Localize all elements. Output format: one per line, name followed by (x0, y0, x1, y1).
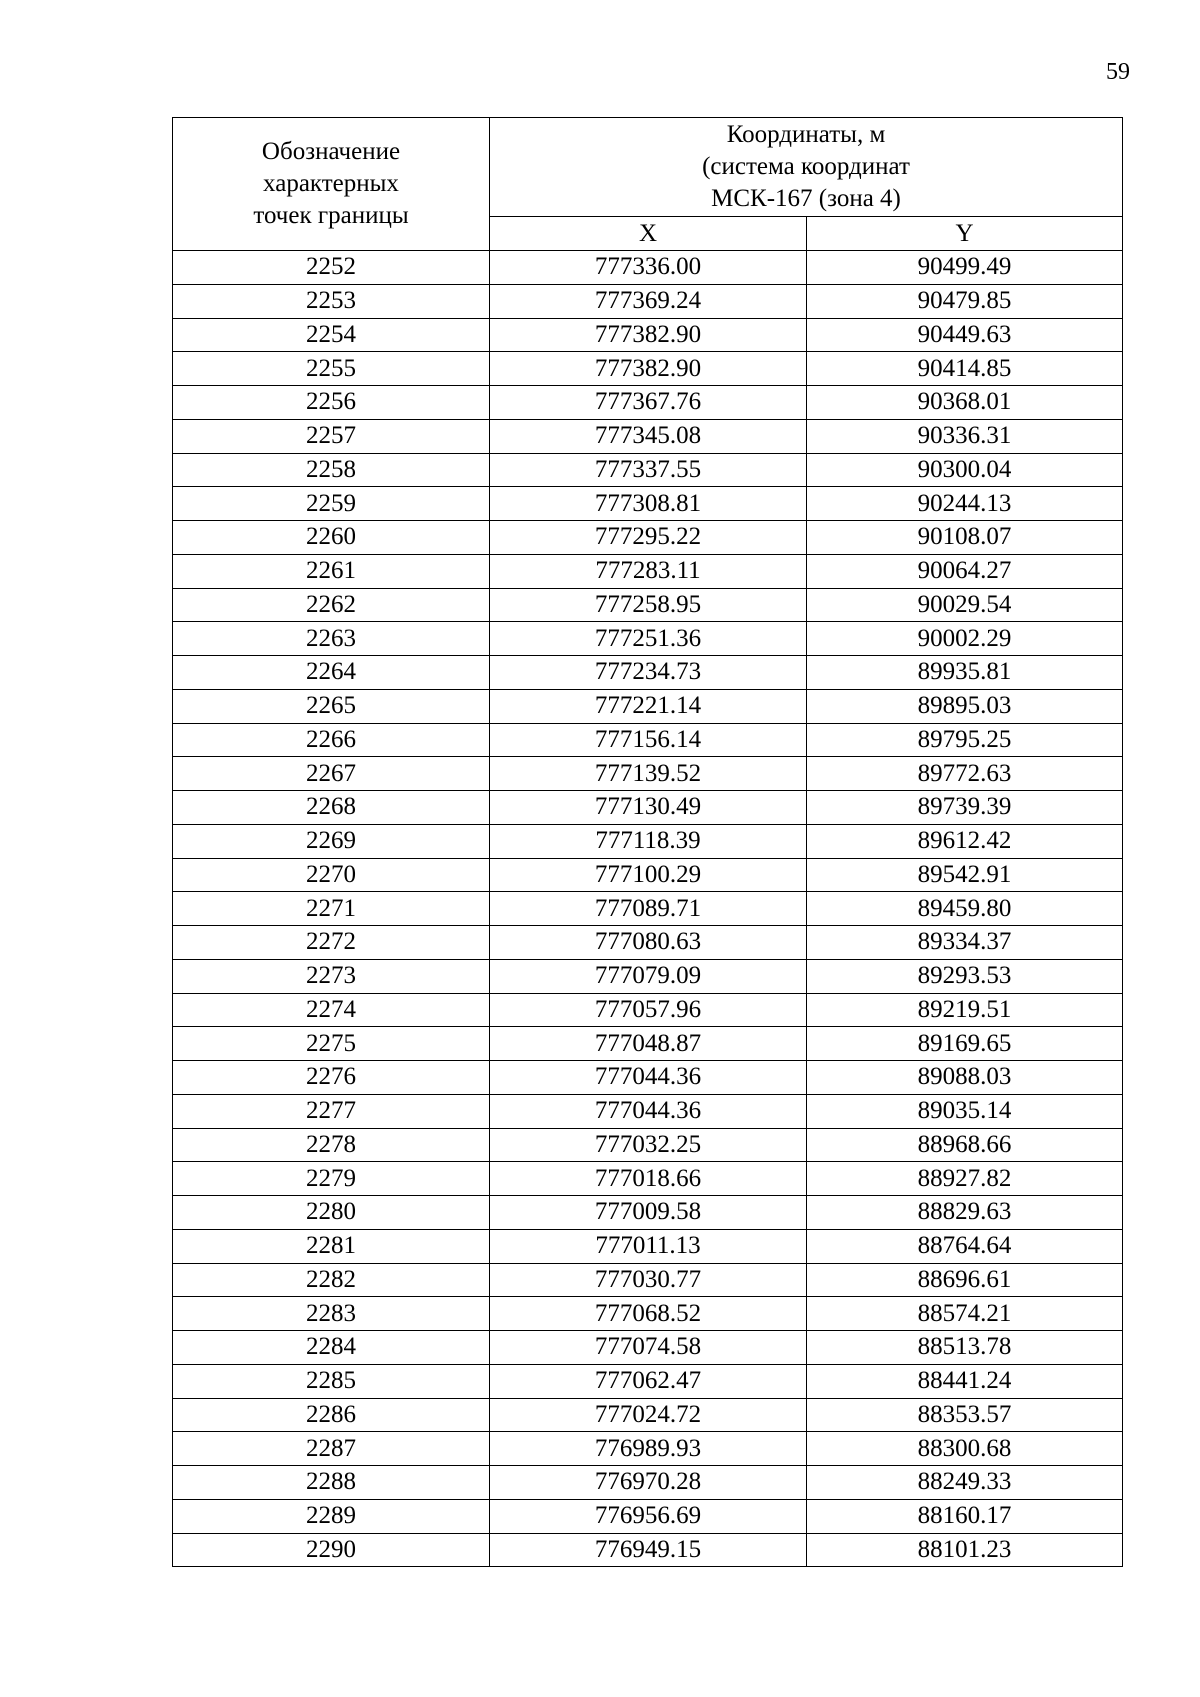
x-coordinate-cell: 777030.77 (490, 1263, 807, 1297)
y-coordinate-cell: 90108.07 (807, 521, 1123, 555)
table-row (173, 554, 1123, 588)
x-coordinate-cell: 777032.25 (490, 1128, 807, 1162)
point-id-cell: 2288 (173, 1466, 490, 1500)
x-coordinate-cell: 777283.11 (490, 554, 807, 588)
x-coordinate-cell: 777018.66 (490, 1162, 807, 1196)
y-coordinate-cell: 90064.27 (807, 554, 1123, 588)
page-number: 59 (1106, 59, 1130, 85)
x-coordinate-cell: 777011.13 (490, 1229, 807, 1263)
y-coordinate-cell: 90300.04 (807, 453, 1123, 487)
table-row (173, 757, 1123, 791)
table-row (173, 1499, 1123, 1533)
table-row (173, 386, 1123, 420)
y-coordinate-cell: 89935.81 (807, 656, 1123, 690)
y-coordinate-cell: 88968.66 (807, 1128, 1123, 1162)
table-row (173, 1196, 1123, 1230)
table-row (173, 1128, 1123, 1162)
table-row (173, 892, 1123, 926)
x-coordinate-cell: 777139.52 (490, 757, 807, 791)
y-coordinate-cell: 90479.85 (807, 284, 1123, 318)
point-id-cell: 2272 (173, 926, 490, 960)
point-id-cell: 2275 (173, 1027, 490, 1061)
x-coordinate-cell: 777369.24 (490, 284, 807, 318)
x-coordinate-cell: 777308.81 (490, 487, 807, 521)
table-row (173, 1027, 1123, 1061)
y-coordinate-cell: 90029.54 (807, 588, 1123, 622)
point-id-cell: 2268 (173, 791, 490, 825)
table-row (173, 453, 1123, 487)
y-coordinate-cell: 90499.49 (807, 251, 1123, 285)
point-id-cell: 2284 (173, 1331, 490, 1365)
table-row (173, 622, 1123, 656)
x-column-header: X (490, 217, 807, 251)
point-id-cell: 2256 (173, 386, 490, 420)
y-coordinate-cell: 89542.91 (807, 858, 1123, 892)
y-coordinate-cell: 88927.82 (807, 1162, 1123, 1196)
table-row (173, 1162, 1123, 1196)
x-coordinate-cell: 777337.55 (490, 453, 807, 487)
point-id-cell: 2278 (173, 1128, 490, 1162)
table-row (173, 656, 1123, 690)
table-row (173, 1229, 1123, 1263)
y-coordinate-cell: 88300.68 (807, 1432, 1123, 1466)
y-coordinate-cell: 88513.78 (807, 1331, 1123, 1365)
coords-header-line: МСК-167 (зона 4) (711, 185, 901, 212)
point-id-cell: 2265 (173, 689, 490, 723)
point-id-cell: 2254 (173, 318, 490, 352)
table-row (173, 487, 1123, 521)
point-id-cell: 2264 (173, 656, 490, 690)
x-coordinate-cell: 777044.36 (490, 1094, 807, 1128)
point-id-cell: 2277 (173, 1094, 490, 1128)
point-header-line: Обозначение (261, 138, 401, 165)
y-coordinate-cell: 90368.01 (807, 386, 1123, 420)
x-coordinate-cell: 777100.29 (490, 858, 807, 892)
y-coordinate-cell: 90336.31 (807, 419, 1123, 453)
y-coordinate-cell: 89088.03 (807, 1061, 1123, 1095)
point-id-cell: 2255 (173, 352, 490, 386)
x-coordinate-cell: 777024.72 (490, 1398, 807, 1432)
x-coordinate-cell: 777118.39 (490, 824, 807, 858)
x-coordinate-cell: 777251.36 (490, 622, 807, 656)
point-id-cell: 2282 (173, 1263, 490, 1297)
table-row (173, 791, 1123, 825)
y-coordinate-cell: 88101.23 (807, 1533, 1123, 1567)
table-row (173, 1398, 1123, 1432)
point-id-cell: 2289 (173, 1499, 490, 1533)
table-row (173, 993, 1123, 1027)
table-row (173, 284, 1123, 318)
y-coordinate-cell: 89293.53 (807, 959, 1123, 993)
table-row (173, 521, 1123, 555)
x-coordinate-cell: 777009.58 (490, 1196, 807, 1230)
table-row (173, 588, 1123, 622)
point-id-cell: 2260 (173, 521, 490, 555)
x-coordinate-cell: 777345.08 (490, 419, 807, 453)
table-header (173, 118, 1123, 251)
x-coordinate-cell: 776970.28 (490, 1466, 807, 1500)
point-id-cell: 2280 (173, 1196, 490, 1230)
point-id-cell: 2279 (173, 1162, 490, 1196)
y-coordinate-cell: 88441.24 (807, 1364, 1123, 1398)
y-coordinate-cell: 89035.14 (807, 1094, 1123, 1128)
y-coordinate-cell: 88829.63 (807, 1196, 1123, 1230)
coords-header-line: (система координат (702, 153, 910, 180)
point-id-cell: 2262 (173, 588, 490, 622)
point-id-cell: 2281 (173, 1229, 490, 1263)
point-id-cell: 2269 (173, 824, 490, 858)
x-coordinate-cell: 777057.96 (490, 993, 807, 1027)
table-row (173, 318, 1123, 352)
point-id-cell: 2261 (173, 554, 490, 588)
table-row (173, 824, 1123, 858)
table-row (173, 1263, 1123, 1297)
y-coordinate-cell: 88574.21 (807, 1297, 1123, 1331)
x-coordinate-cell: 777074.58 (490, 1331, 807, 1365)
table-row (173, 1297, 1123, 1331)
point-id-cell: 2276 (173, 1061, 490, 1095)
coordinates-header (490, 118, 1123, 217)
coords-header-line: Координаты, м (726, 121, 886, 148)
x-coordinate-cell: 776949.15 (490, 1533, 807, 1567)
x-coordinate-cell: 776956.69 (490, 1499, 807, 1533)
x-coordinate-cell: 777234.73 (490, 656, 807, 690)
point-id-cell: 2267 (173, 757, 490, 791)
table-row (173, 1094, 1123, 1128)
y-coordinate-cell: 89772.63 (807, 757, 1123, 791)
x-coordinate-cell: 777062.47 (490, 1364, 807, 1398)
point-id-cell: 2274 (173, 993, 490, 1027)
x-coordinate-cell: 777221.14 (490, 689, 807, 723)
x-coordinate-cell: 777295.22 (490, 521, 807, 555)
point-designation-header (173, 118, 490, 251)
point-id-cell: 2287 (173, 1432, 490, 1466)
table-row (173, 689, 1123, 723)
x-coordinate-cell: 777044.36 (490, 1061, 807, 1095)
x-coordinate-cell: 777367.76 (490, 386, 807, 420)
point-id-cell: 2270 (173, 858, 490, 892)
x-coordinate-cell: 777382.90 (490, 352, 807, 386)
table-row (173, 1466, 1123, 1500)
y-coordinate-cell: 88696.61 (807, 1263, 1123, 1297)
y-coordinate-cell: 89739.39 (807, 791, 1123, 825)
y-coordinate-cell: 88353.57 (807, 1398, 1123, 1432)
point-id-cell: 2271 (173, 892, 490, 926)
point-id-cell: 2290 (173, 1533, 490, 1567)
table-row (173, 1331, 1123, 1365)
y-coordinate-cell: 90449.63 (807, 318, 1123, 352)
y-coordinate-cell: 89895.03 (807, 689, 1123, 723)
point-id-cell: 2258 (173, 453, 490, 487)
y-coordinate-cell: 90002.29 (807, 622, 1123, 656)
x-coordinate-cell: 777156.14 (490, 723, 807, 757)
table-row (173, 723, 1123, 757)
table-row (173, 419, 1123, 453)
y-coordinate-cell: 90414.85 (807, 352, 1123, 386)
table-body (173, 251, 1123, 1567)
point-id-cell: 2286 (173, 1398, 490, 1432)
coordinates-table (172, 117, 1123, 1567)
y-coordinate-cell: 89219.51 (807, 993, 1123, 1027)
x-coordinate-cell: 777336.00 (490, 251, 807, 285)
table-row (173, 1061, 1123, 1095)
table-row (173, 926, 1123, 960)
point-id-cell: 2283 (173, 1297, 490, 1331)
point-id-cell: 2285 (173, 1364, 490, 1398)
y-coordinate-cell: 89459.80 (807, 892, 1123, 926)
x-coordinate-cell: 777068.52 (490, 1297, 807, 1331)
x-coordinate-cell: 777079.09 (490, 959, 807, 993)
point-id-cell: 2273 (173, 959, 490, 993)
table-row (173, 959, 1123, 993)
table-row (173, 1432, 1123, 1466)
y-coordinate-cell: 90244.13 (807, 487, 1123, 521)
point-header-line: точек границы (253, 202, 409, 229)
point-id-cell: 2252 (173, 251, 490, 285)
point-id-cell: 2259 (173, 487, 490, 521)
y-coordinate-cell: 88764.64 (807, 1229, 1123, 1263)
table-row (173, 1533, 1123, 1567)
x-coordinate-cell: 777080.63 (490, 926, 807, 960)
y-coordinate-cell: 88249.33 (807, 1466, 1123, 1500)
table-row (173, 352, 1123, 386)
point-id-cell: 2257 (173, 419, 490, 453)
x-coordinate-cell: 777089.71 (490, 892, 807, 926)
y-coordinate-cell: 88160.17 (807, 1499, 1123, 1533)
x-coordinate-cell: 777258.95 (490, 588, 807, 622)
y-coordinate-cell: 89612.42 (807, 824, 1123, 858)
point-id-cell: 2253 (173, 284, 490, 318)
point-id-cell: 2266 (173, 723, 490, 757)
x-coordinate-cell: 777130.49 (490, 791, 807, 825)
table-row (173, 251, 1123, 285)
y-coordinate-cell: 89334.37 (807, 926, 1123, 960)
y-coordinate-cell: 89795.25 (807, 723, 1123, 757)
x-coordinate-cell: 777048.87 (490, 1027, 807, 1061)
point-header-line: характерных (263, 170, 399, 197)
point-id-cell: 2263 (173, 622, 490, 656)
x-coordinate-cell: 776989.93 (490, 1432, 807, 1466)
y-column-header: Y (807, 217, 1123, 251)
table-row (173, 1364, 1123, 1398)
x-coordinate-cell: 777382.90 (490, 318, 807, 352)
y-coordinate-cell: 89169.65 (807, 1027, 1123, 1061)
table-row (173, 858, 1123, 892)
